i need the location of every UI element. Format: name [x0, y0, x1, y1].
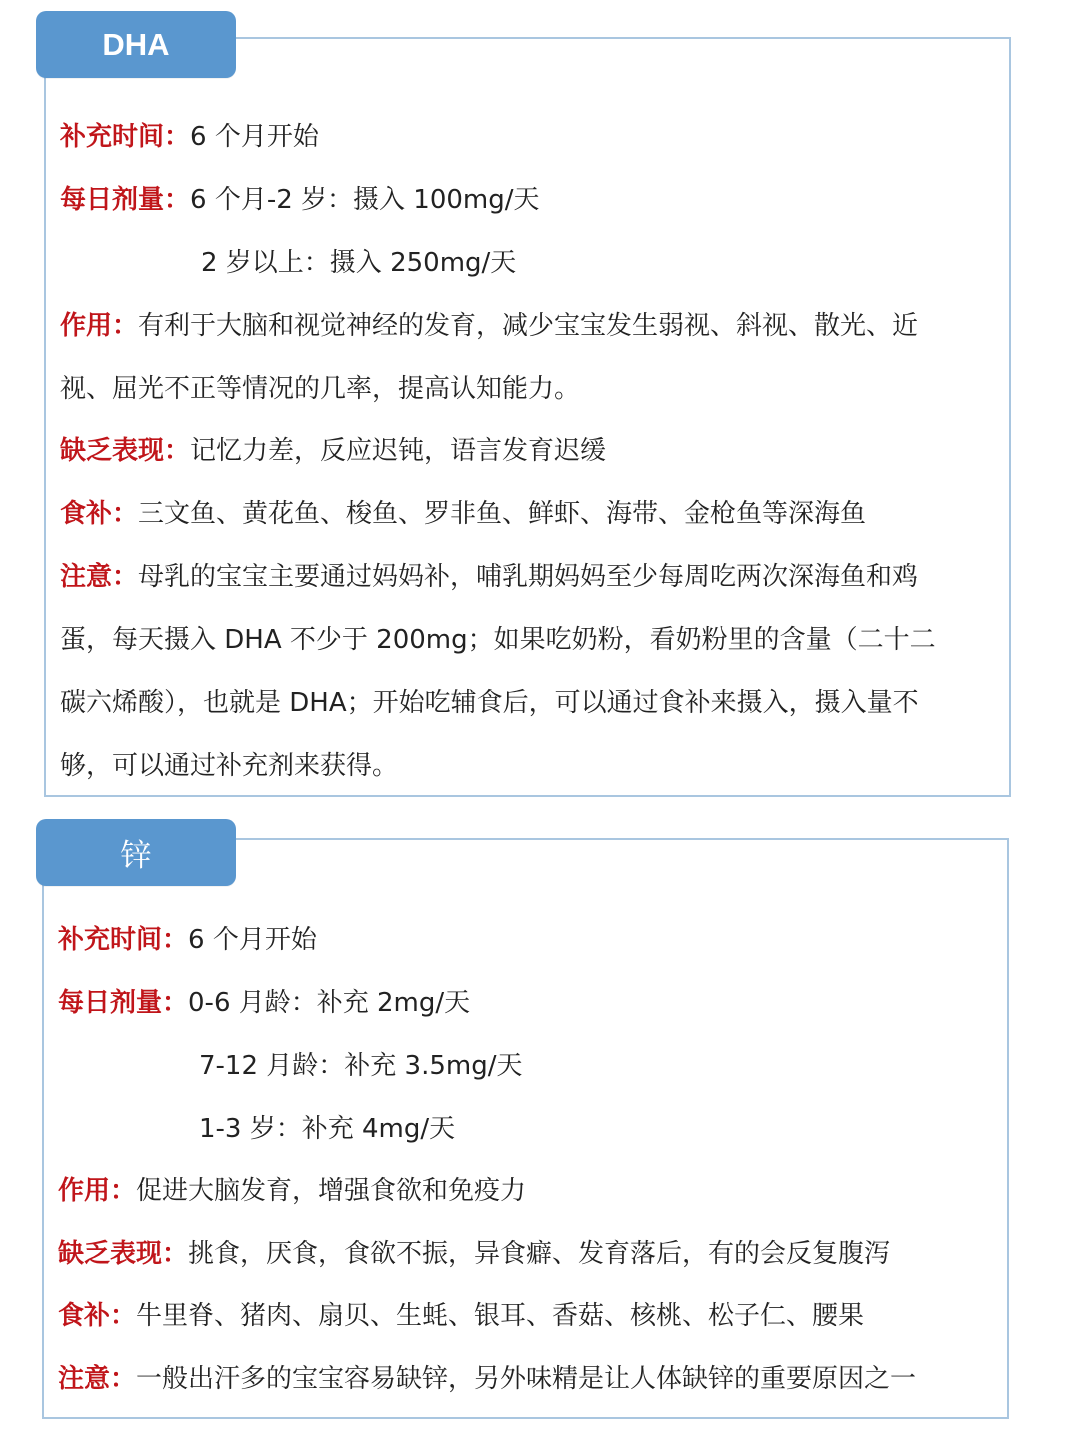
row-text: 7-12 月龄：补充 3.5mg/天 — [199, 1051, 523, 1081]
row-text: 牛里脊、猪肉、扇贝、生蚝、银耳、香菇、核桃、松子仁、腰果 — [136, 1301, 865, 1331]
dha-row-function-cont — [60, 372, 580, 406]
row-text: 6 个月开始 — [190, 122, 319, 152]
row-text: 0-6 月龄：补充 2mg/天 — [188, 988, 471, 1018]
row-label: 作用： — [60, 311, 139, 341]
row-label: 缺乏表现： — [60, 436, 191, 466]
row-label: 食补： — [60, 499, 139, 529]
row-label: 每日剂量： — [58, 988, 189, 1018]
zinc-row-food — [58, 1299, 864, 1333]
dha-row-note — [60, 560, 918, 594]
row-text: 记忆力差，反应迟钝，语言发育迟缓 — [190, 436, 607, 466]
row-text: 挑食，厌食，食欲不振，异食癖、发育落后，有的会反复腹泻 — [188, 1239, 891, 1269]
dha-row-deficiency — [60, 434, 606, 468]
row-text: 有利于大脑和视觉神经的发育，减少宝宝发生弱视、斜视、散光、近 — [138, 311, 919, 341]
zinc-row-daily-dose-2 — [199, 1049, 522, 1083]
dha-row-function — [60, 309, 918, 343]
row-text: 6 个月-2 岁：摄入 100mg/天 — [190, 185, 540, 215]
row-label: 注意： — [60, 562, 139, 592]
dha-row-note-cont-3 — [60, 749, 398, 783]
row-text: 1-3 岁：补充 4mg/天 — [199, 1114, 456, 1144]
dha-section-tab: DHA — [36, 11, 236, 78]
zinc-row-supplement-time — [58, 923, 317, 957]
dha-row-daily-dose-2 — [201, 246, 516, 280]
row-text: 碳六烯酸），也就是 DHA；开始吃辅食后，可以通过食补来摄入，摄入量不 — [60, 688, 919, 718]
zinc-section-tab: 锌 — [36, 819, 236, 886]
row-text: 6 个月开始 — [188, 925, 317, 955]
row-label: 补充时间： — [60, 122, 191, 152]
row-text: 2 岁以上：摄入 250mg/天 — [201, 248, 517, 278]
row-label: 缺乏表现： — [58, 1239, 189, 1269]
zinc-row-daily-dose-3 — [199, 1112, 455, 1146]
row-label: 食补： — [58, 1301, 137, 1331]
row-label: 作用： — [58, 1176, 137, 1206]
row-text: 促进大脑发育，增强食欲和免疫力 — [136, 1176, 527, 1206]
row-label: 补充时间： — [58, 925, 189, 955]
row-text: 蛋，每天摄入 DHA 不少于 200mg；如果吃奶粉，看奶粉里的含量（二十二 — [60, 625, 936, 655]
zinc-row-note — [58, 1362, 916, 1396]
row-text: 视、屈光不正等情况的几率，提高认知能力。 — [60, 374, 581, 404]
row-label: 每日剂量： — [60, 185, 191, 215]
row-text: 够，可以通过补充剂来获得。 — [60, 751, 399, 781]
dha-row-daily-dose — [60, 183, 540, 217]
dha-row-note-cont-2 — [60, 686, 919, 720]
zinc-row-daily-dose — [58, 986, 470, 1020]
zinc-row-deficiency — [58, 1237, 890, 1271]
row-text: 母乳的宝宝主要通过妈妈补，哺乳期妈妈至少每周吃两次深海鱼和鸡 — [138, 562, 919, 592]
row-label: 注意： — [58, 1364, 137, 1394]
dha-row-food — [60, 497, 866, 531]
zinc-row-function — [58, 1174, 526, 1208]
row-text: 三文鱼、黄花鱼、梭鱼、罗非鱼、鲜虾、海带、金枪鱼等深海鱼 — [138, 499, 867, 529]
row-text: 一般出汗多的宝宝容易缺锌，另外味精是让人体缺锌的重要原因之一 — [136, 1364, 917, 1394]
dha-row-note-cont-1 — [60, 623, 936, 657]
dha-row-supplement-time — [60, 120, 319, 154]
